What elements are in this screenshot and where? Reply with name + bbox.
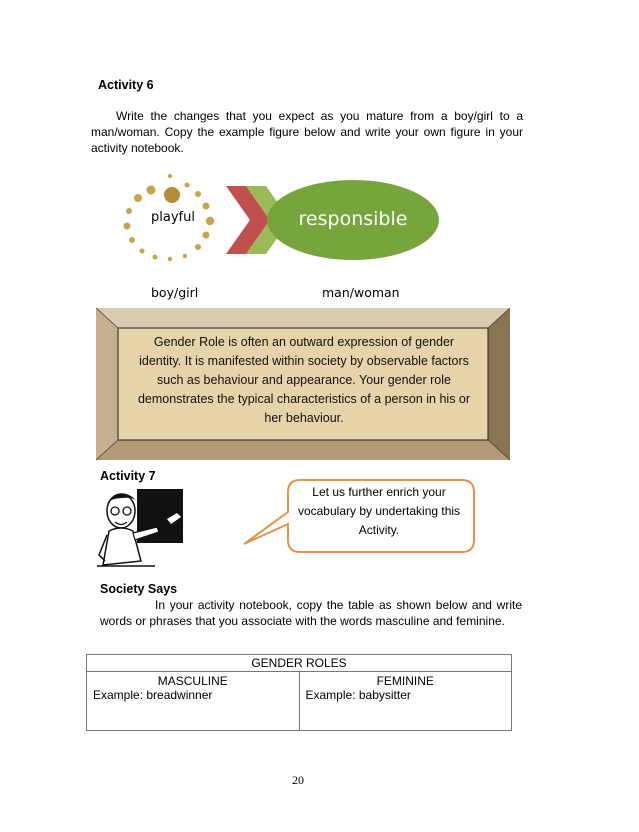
masculine-example: Example: breadwinner <box>93 688 213 702</box>
society-says-title: Society Says <box>100 582 178 596</box>
left-word: playful <box>151 210 195 225</box>
bubble-text: Let us further enrich your vocabulary by undertaking this Activity. <box>297 485 461 537</box>
feminine-example: Example: babysitter <box>305 688 411 702</box>
gender-roles-table <box>86 654 512 731</box>
masculine-header: MASCULINE <box>157 674 228 688</box>
society-says-instructions: In your activity notebook, copy the table as shown below and write words or phrases that you associate with the words masculine and feminine. <box>100 598 522 628</box>
activity6-instructions: Write the changes that you expect as you mature from a boy/girl to a man/woman. Copy the example figure below and write your own figure in your activity notebook. <box>91 109 523 155</box>
teacher-illustration-icon <box>95 485 185 567</box>
masculine-cell <box>87 672 300 731</box>
feminine-cell <box>299 672 512 731</box>
table-title: GENDER ROLES <box>87 655 512 672</box>
definition-text: Gender Role is often an outward expression of gender identity. It is manifested within society by observable factors such as behaviour and appearance. Your gender role demonstrates the typical characteristics of a person in his or her behaviour. <box>137 335 471 425</box>
table-body-row <box>87 672 512 731</box>
table-title-row <box>87 655 512 672</box>
activity6-title: Activity 6 <box>98 78 154 92</box>
right-word: responsible <box>298 208 408 230</box>
feminine-header: FEMININE <box>376 674 434 688</box>
page-number: 20 <box>292 773 304 787</box>
left-caption: boy/girl <box>151 285 199 300</box>
activity7-title: Activity 7 <box>100 469 156 483</box>
right-caption: man/woman <box>322 285 400 300</box>
